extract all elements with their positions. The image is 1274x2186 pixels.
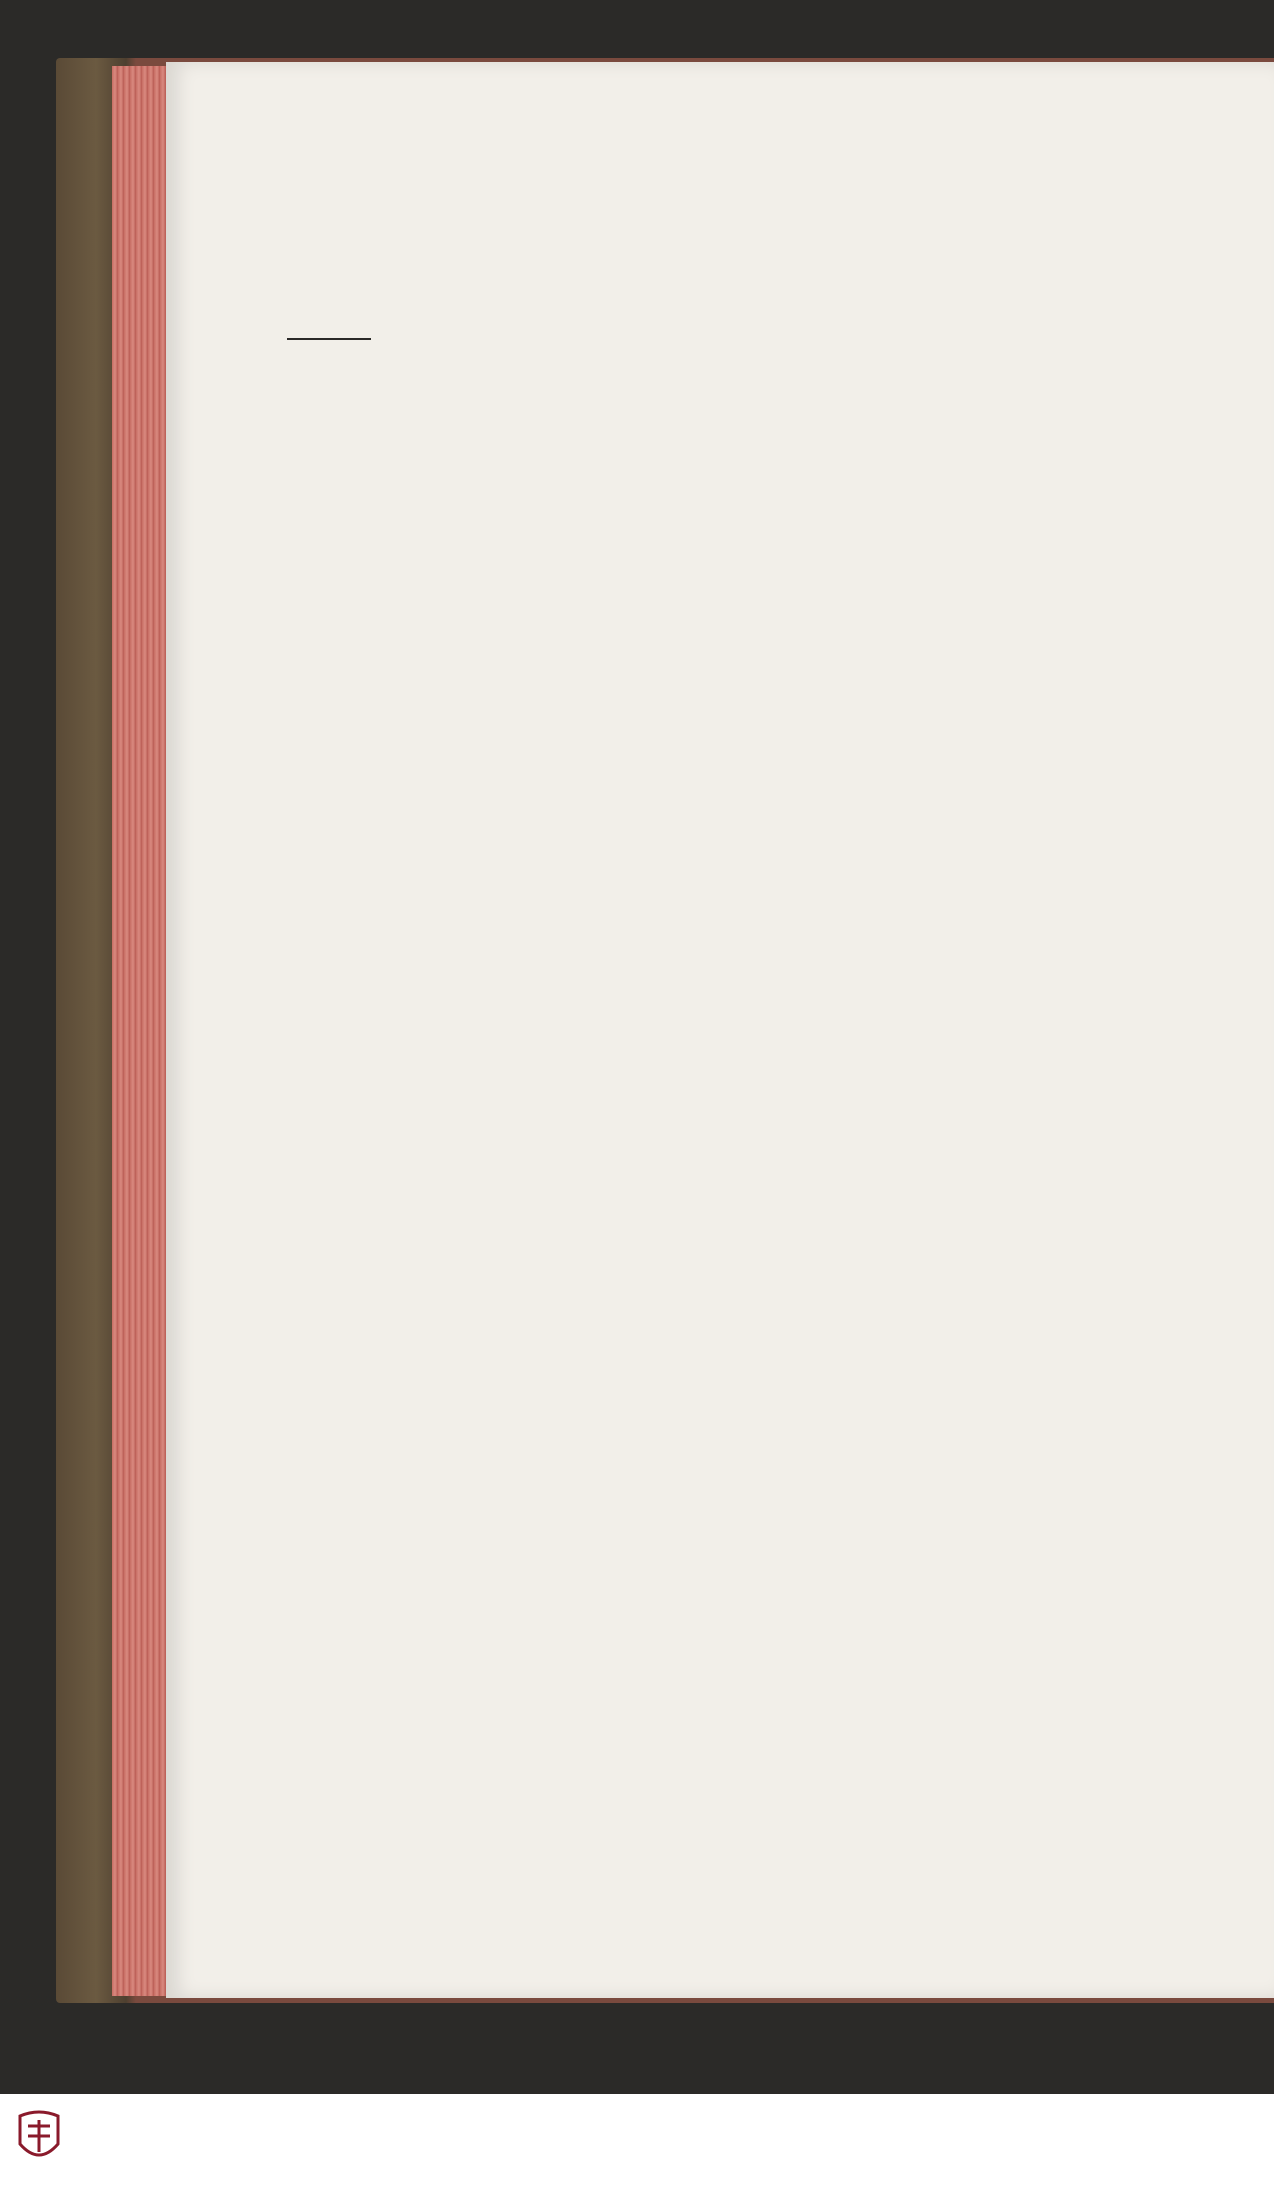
university-seal-icon	[16, 2108, 62, 2170]
viewer-footer	[0, 2094, 1274, 2186]
margin-rule	[287, 338, 371, 340]
page-header	[390, 252, 1080, 302]
page-edges	[112, 66, 166, 1996]
book-page	[166, 62, 1274, 1998]
